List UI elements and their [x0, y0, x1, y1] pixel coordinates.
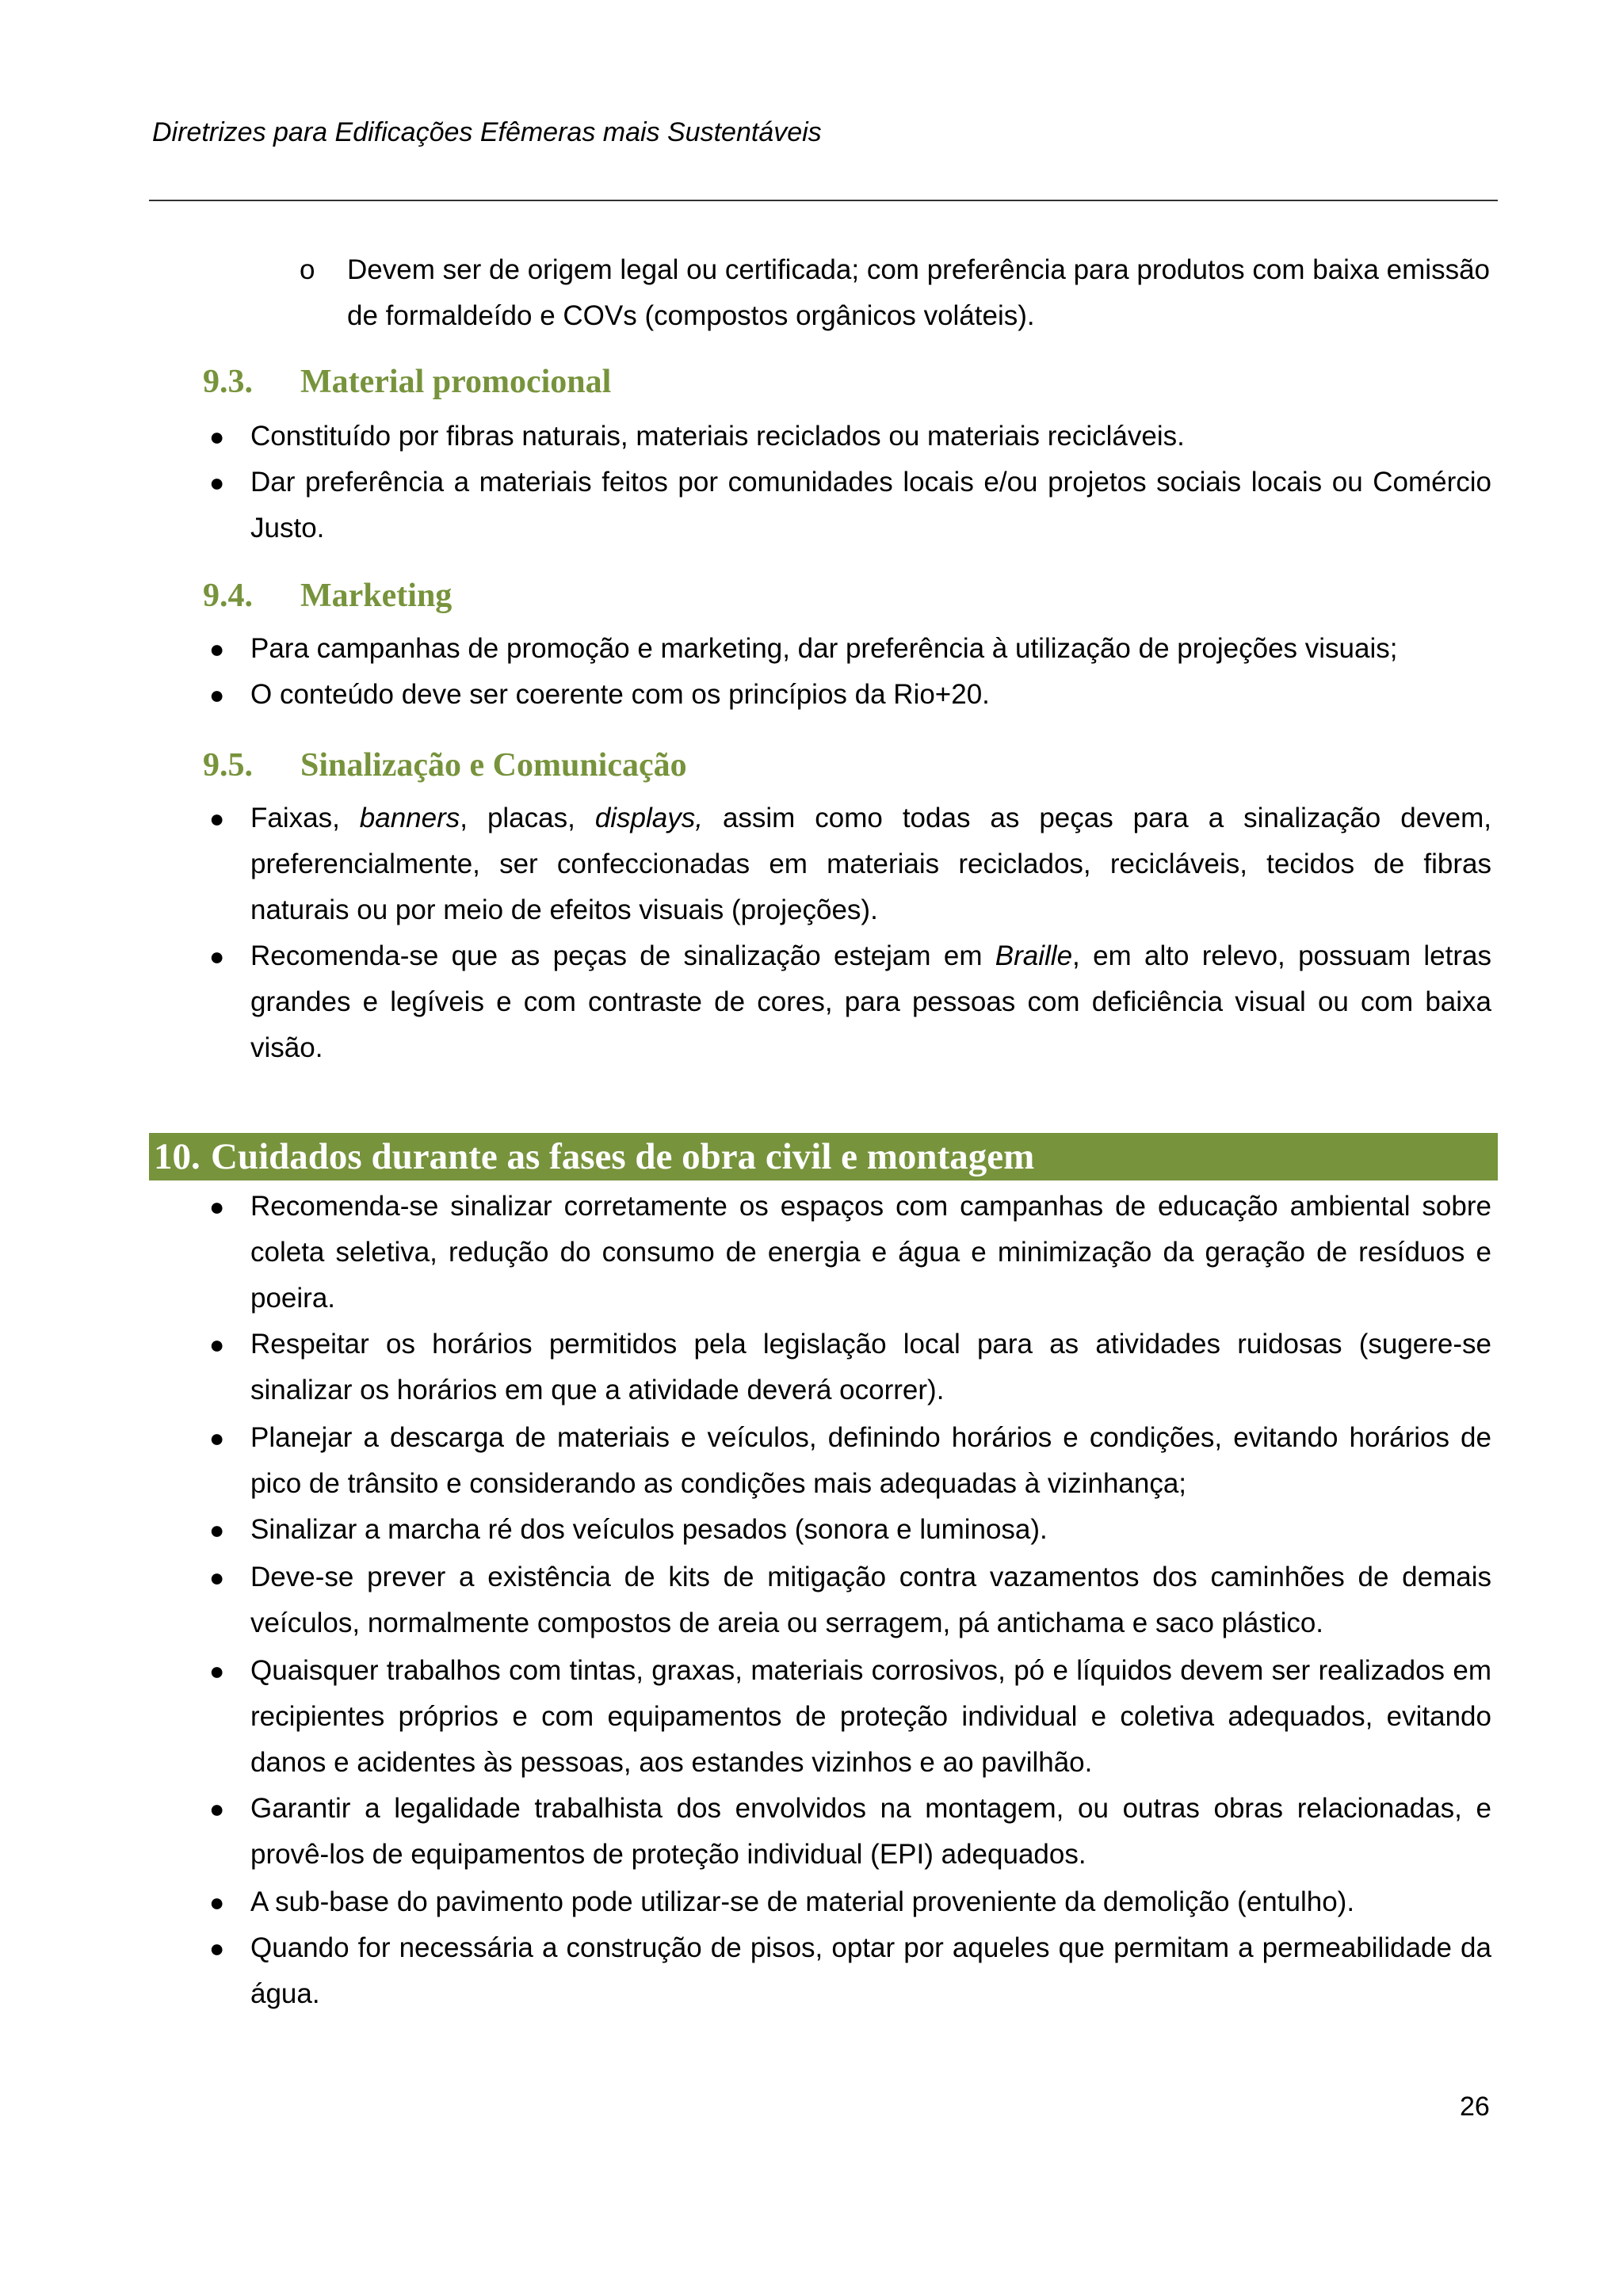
- section-9-5-heading: [203, 746, 687, 784]
- list-item-text: Respeitar os horários permitidos pela legislação local para as atividades ruidosas (sugere-se sinalizar os horários em que a atividade deverá ocorrer).: [250, 1329, 1491, 1405]
- running-header: Diretrizes para Edificações Efêmeras mais Sustentáveis: [152, 117, 822, 147]
- list-item-text: Recomenda-se sinalizar corretamente os espaços com campanhas de educação ambiental sobre coleta seletiva, redução do consumo de energia e água e minimização da geração de resíduos e poeira.: [250, 1191, 1491, 1314]
- list-item-text: Para campanhas de promoção e marketing, dar preferência à utilização de projeções visuais;: [250, 633, 1398, 664]
- bullet-icon: ●: [209, 1934, 225, 1962]
- list-item-text: O conteúdo deve ser coerente com os princípios da Rio+20.: [250, 679, 990, 710]
- intro-text: Devem ser de origem legal ou certificada; com preferência para produtos com baixa emissão de formaldeído e COVs (compostos orgânicos voláteis).: [347, 254, 1490, 331]
- list-item: [209, 933, 1491, 1071]
- list-item-text: Dar preferência a materiais feitos por comunidades locais e/ou projetos sociais locais ou Comércio Justo.: [250, 467, 1491, 543]
- list-item-text: Constituído por fibras naturais, materiais reciclados ou materiais recicláveis.: [250, 421, 1185, 452]
- list-item-text: A sub-base do pavimento pode utilizar-se de material proveniente da demolição (entulho).: [250, 1886, 1355, 1917]
- section-9-3-heading: [203, 363, 611, 401]
- bullet-icon: ●: [209, 1563, 225, 1592]
- list-item-text: Sinalizar a marcha ré dos veículos pesados (sonora e luminosa).: [250, 1514, 1048, 1545]
- section-title: Material promocional: [300, 364, 612, 400]
- list-item: [209, 1554, 1491, 1646]
- section-title: Cuidados durante as fases de obra civil e montagem: [211, 1136, 1035, 1177]
- section-title: Sinalização e Comunicação: [300, 747, 687, 784]
- list-item-text: Recomenda-se que as peças de sinalização estejam em Braille, em alto relevo, possuam letras grandes e legíveis e com contraste de cores, para pessoas com deficiência visual ou com baixa visão.: [250, 940, 1491, 1063]
- list-item: [209, 1507, 1491, 1553]
- list-item-text: Deve-se prever a existência de kits de mitigação contra vazamentos dos caminhões de demais veículos, normalmente compostos de areia ou serragem, pá antichama e saco plástico.: [250, 1562, 1491, 1638]
- bullet-icon: ●: [209, 942, 225, 971]
- intro-subitem: [300, 247, 1490, 339]
- list-item: [209, 1648, 1491, 1786]
- list-item: [209, 1322, 1491, 1413]
- circle-bullet-icon: o: [300, 254, 315, 285]
- bullet-icon: ●: [209, 681, 225, 709]
- list-item: [209, 795, 1491, 933]
- bullet-icon: ●: [209, 1330, 225, 1359]
- section-number: 9.4.: [203, 578, 253, 614]
- section-title: Marketing: [300, 578, 453, 614]
- bullet-icon: ●: [209, 1516, 225, 1544]
- list-item-text: Faixas, banners, placas, displays, assim como todas as peças para a sinalização devem, preferencialmente, ser confeccionadas em materiais reciclados, recicláveis, tecidos de fibras naturais ou por meio de efeitos visuais (projeções).: [250, 803, 1491, 925]
- bullet-icon: ●: [209, 1424, 225, 1452]
- list-item: [209, 460, 1491, 551]
- list-item: [209, 1415, 1491, 1507]
- bullet-icon: ●: [209, 1794, 225, 1823]
- section-number: 10.: [154, 1136, 200, 1177]
- bullet-icon: ●: [209, 422, 225, 451]
- bullet-icon: ●: [209, 1192, 225, 1221]
- section-10-banner: [149, 1133, 1498, 1180]
- page-number: 26: [1460, 2092, 1490, 2122]
- section-number: 9.3.: [203, 364, 253, 400]
- list-item: [209, 1925, 1491, 2017]
- list-item: [209, 672, 1491, 718]
- list-item-text: Quaisquer trabalhos com tintas, graxas, materiais corrosivos, pó e líquidos devem ser realizados em recipientes próprios e com equipamentos de proteção individual e coletiva adequados, evitando danos e acidentes às pessoas, aos estandes vizinhos e ao pavilhão.: [250, 1655, 1491, 1778]
- list-item: [209, 1786, 1491, 1878]
- header-rule: [149, 200, 1498, 201]
- list-item: [209, 626, 1491, 672]
- section-number: 9.5.: [203, 747, 253, 784]
- list-item-text: Quando for necessária a construção de pisos, optar por aqueles que permitam a permeabilidade da água.: [250, 1932, 1491, 2009]
- section-9-4-heading: [203, 577, 452, 615]
- bullet-icon: ●: [209, 804, 225, 833]
- bullet-icon: ●: [209, 468, 225, 497]
- bullet-icon: ●: [209, 1888, 225, 1917]
- bullet-icon: ●: [209, 1657, 225, 1685]
- list-item: [209, 1184, 1491, 1322]
- list-item: [209, 414, 1491, 460]
- list-item-text: Garantir a legalidade trabalhista dos envolvidos na montagem, ou outras obras relacionadas, e provê-los de equipamentos de proteção individual (EPI) adequados.: [250, 1793, 1491, 1870]
- bullet-icon: ●: [209, 635, 225, 663]
- list-item: [209, 1879, 1491, 1925]
- list-item-text: Planejar a descarga de materiais e veículos, definindo horários e condições, evitando horários de pico de trânsito e considerando as condições mais adequadas à vizinhança;: [250, 1422, 1491, 1499]
